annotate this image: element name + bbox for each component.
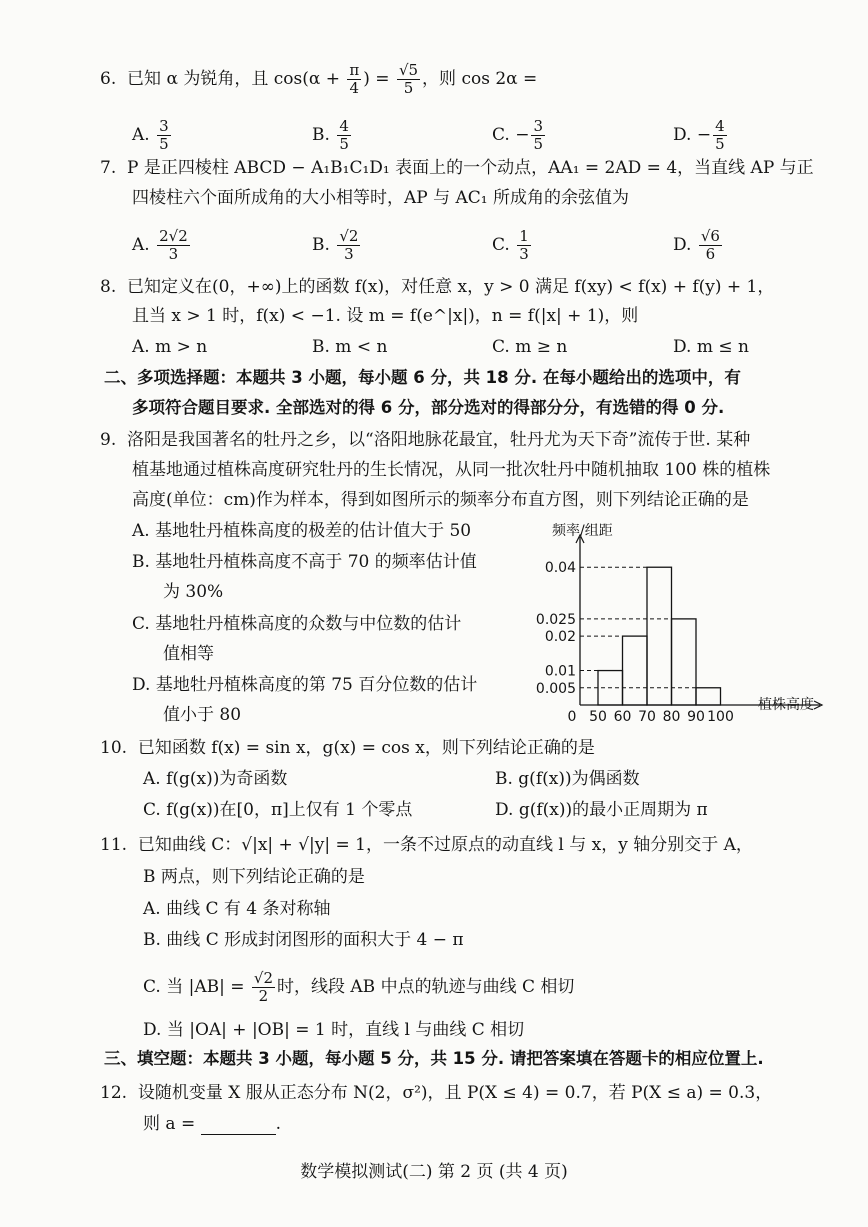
sqrt5-over-5: $\frac{√5}{5}$	[398, 61, 419, 97]
x-tick-label: 70	[638, 709, 656, 725]
q7-line1: 7. P 是正四棱柱 ABCD − A₁B₁C₁D₁ 表面上的一个动点，AA₁ = 2AD = 4，当直线 AP 与正	[100, 158, 814, 178]
q9-option-c: C. 基地牡丹植株高度的众数与中位数的估计	[132, 614, 462, 634]
x-tick-label: 0	[567, 709, 577, 725]
q6-stem-part: 已知 α 为锐角，且 cos(α +	[127, 69, 346, 89]
q6-stem-part: ) =	[363, 69, 395, 89]
q9-option-d: D. 基地牡丹植株高度的第 75 百分位数的估计	[132, 675, 478, 695]
q11-option-a: A. 曲线 C 有 4 条对称轴	[143, 899, 331, 919]
q7-option-c: C. $\frac{1}{3}$	[492, 227, 529, 263]
q8-line2: 且当 x > 1 时，f(x) < −1. 设 m = f(e^|x|)，n = f(|x| + 1)，则	[132, 306, 639, 326]
q8-option-b: B. m < n	[312, 337, 388, 357]
q10-stem: 10. 已知函数 f(x) = sin x，g(x) = cos x，则下列结论正确的是	[100, 738, 595, 758]
q11-line2: B 两点，则下列结论正确的是	[143, 867, 365, 887]
page-footer: 数学模拟测试(二) 第 2 页 (共 4 页)	[300, 1162, 568, 1182]
x-tick-label: 90	[687, 709, 705, 725]
q6-number: 6.	[100, 69, 117, 89]
q10-option-a: A. f(g(x))为奇函数	[143, 769, 288, 789]
q9-option-c-cont: 值相等	[163, 644, 214, 664]
q11-line1: 11. 已知曲线 C：√|x| + √|y| = 1，一条不过原点的动直线 l 与 x，y 轴分别交于 A，	[100, 835, 753, 855]
y-tick-label: 0.01	[544, 663, 576, 680]
q9-option-d-cont: 值小于 80	[163, 705, 242, 725]
q11-option-b: B. 曲线 C 形成封闭图形的面积大于 4 − π	[143, 930, 464, 950]
y-axis-label: 频率/组距	[552, 523, 613, 539]
x-tick-label: 80	[662, 709, 681, 725]
q10-option-d: D. g(f(x))的最小正周期为 π	[495, 800, 708, 820]
q12-line1: 12. 设随机变量 X 服从正态分布 N(2，σ²)，且 P(X ≤ 4) = 0.7，若 P(X ≤ a) = 0.3，	[100, 1083, 773, 1103]
q11-option-c: C. 当 |AB| = $\frac{√2}{2}$ 时，线段 AB 中点的轨迹与曲线 C 相切	[143, 969, 575, 1005]
q8-line1: 8. 已知定义在(0，+∞)上的函数 f(x)，对任意 x，y > 0 满足 f(xy) < f(x) + f(y) + 1，	[100, 277, 775, 297]
q9-line3: 高度(单位：cm)作为样本，得到如图所示的频率分布直方图，则下列结论正确的是	[132, 490, 749, 510]
pi-over-4: $\frac{\pi}{4}$	[349, 61, 360, 97]
q8-option-d: D. m ≤ n	[673, 337, 749, 357]
section2-heading: 二、多项选择题：本题共 3 小题，每小题 6 分，共 18 分. 在每小题给出的选项中，有	[104, 368, 741, 387]
q6-option-a: A. $\frac{3}{5}$	[132, 117, 169, 153]
q7-option-b: B. $\frac{√2}{3}$	[312, 227, 359, 263]
q9-option-b-cont: 为 30%	[163, 582, 224, 602]
histogram-bar	[623, 636, 648, 705]
x-tick-label: 100	[707, 709, 734, 725]
q6-stem	[100, 62, 537, 97]
q6-option-c: C. − $\frac{3}{5}$	[492, 117, 544, 153]
q11-option-d: D. 当 |OA| + |OB| = 1 时，直线 l 与曲线 C 相切	[143, 1020, 525, 1040]
q6-option-b: B. $\frac{4}{5}$	[312, 117, 349, 153]
q8-option-c: C. m ≥ n	[492, 337, 568, 357]
q9-line1: 9. 洛阳是我国著名的牡丹之乡，以“洛阳地脉花最宜，牡丹尤为天下奇”流传于世. 某种	[100, 430, 751, 450]
y-tick-label: 0.005	[535, 680, 576, 697]
histogram-bar	[647, 567, 672, 705]
q7-option-d: D. $\frac{√6}{6}$	[673, 227, 720, 263]
q7-option-a: A. $\frac{2√2}{3}$	[132, 227, 188, 263]
x-axis-label: 植株高度	[758, 697, 814, 713]
q10-option-c: C. f(g(x))在[0，π]上仅有 1 个零点	[143, 800, 413, 820]
q9-line2: 植基地通过植株高度研究牡丹的生长情况，从同一批次牡丹中随机抽取 100 株的植株	[132, 460, 771, 480]
q6-stem-part: ，则 cos 2α =	[422, 69, 538, 89]
section3-heading: 三、填空题：本题共 3 小题，每小题 5 分，共 15 分. 请把答案填在答题卡的相应位置上.	[104, 1049, 764, 1068]
q9-option-b: B. 基地牡丹植株高度不高于 70 的频率估计值	[132, 552, 477, 572]
q9-option-a: A. 基地牡丹植株高度的极差的估计值大于 50	[132, 521, 472, 541]
q12-line2: 则 a = .	[143, 1114, 281, 1134]
histogram-bar	[672, 619, 697, 705]
q10-option-b: B. g(f(x))为偶函数	[495, 769, 640, 789]
x-tick-label: 60	[613, 709, 632, 725]
q6-option-d: D. − $\frac{4}{5}$	[673, 117, 725, 153]
frequency-histogram	[520, 515, 840, 725]
q8-option-a: A. m > n	[132, 337, 208, 357]
y-tick-label: 0.025	[535, 611, 576, 628]
section2-heading-cont: 多项符合题目要求. 全部选对的得 6 分，部分选对的得部分分，有选错的得 0 分.	[132, 398, 725, 417]
y-tick-label: 0.02	[544, 629, 576, 646]
y-tick-label: 0.04	[544, 560, 576, 577]
answer-blank[interactable]	[201, 1118, 276, 1135]
x-tick-label: 50	[589, 709, 607, 725]
q7-line2: 四棱柱六个面所成角的大小相等时，AP 与 AC₁ 所成角的余弦值为	[132, 188, 630, 208]
histogram-bar	[696, 688, 721, 705]
